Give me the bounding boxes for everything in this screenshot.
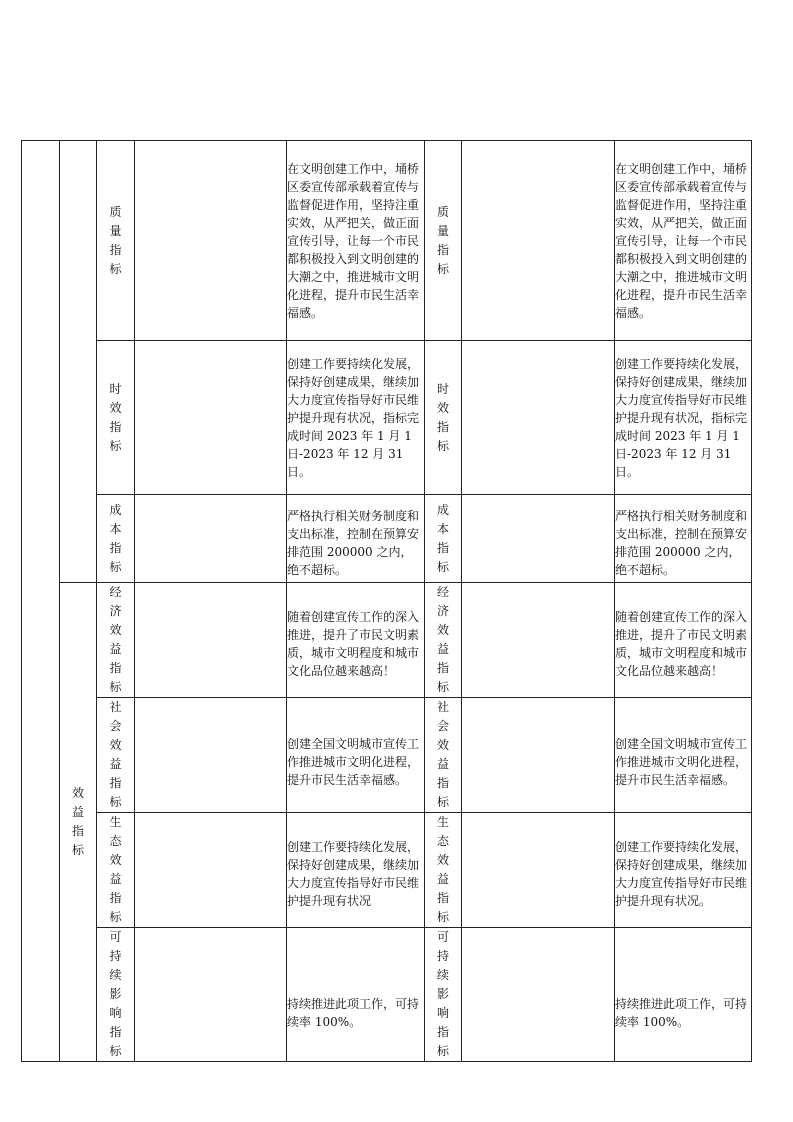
indicator-label-actual: 时效指标: [425, 341, 462, 495]
indicator-actual-value: 持续推进此项工作，可持续率 100%。: [615, 928, 752, 1062]
indicator-target-value: 创建工作要持续化发展，保持好创建成果，继续加大力度宣传指导好市民维护提升现有状况，指标完成时间 2023 年 1 月 1 日-2023 年 12 月 31 日。: [287, 341, 425, 495]
indicator-label: 可持续影响指标: [97, 928, 135, 1062]
indicator-name-cell: [135, 813, 287, 928]
indicator-name-cell-actual: [462, 813, 615, 928]
indicator-label: 成本指标: [97, 495, 135, 583]
indicator-label-actual: 社会效益指标: [425, 698, 462, 813]
table-row: [22, 698, 752, 813]
indicator-target-value: 创建工作要持续化发展，保持好创建成果，继续加大力度宣传指导好市民维护提升现有状况: [287, 813, 425, 928]
indicator-name-cell: [135, 928, 287, 1062]
indicator-actual-value: 严格执行相关财务制度和支出标准，控制在预算安排范围 200000 之内，绝不超标。: [615, 495, 752, 583]
indicator-target-value: 随着创建宣传工作的深入推进，提升了市民文明素质，城市文明程度和城市文化品位越来越高！: [287, 583, 425, 698]
indicator-name-cell-actual: [462, 698, 615, 813]
indicator-label: 生态效益指标: [97, 813, 135, 928]
indicator-label: 质量指标: [97, 141, 135, 341]
indicator-name-cell-actual: [462, 583, 615, 698]
table-row: [22, 813, 752, 928]
indicator-actual-value: 创建全国文明城市宣传工作推进城市文明化进程，提升市民生活幸福感。: [615, 698, 752, 813]
table-row: [22, 141, 752, 341]
table-row: [22, 583, 752, 698]
indicator-actual-value: 创建工作要持续化发展，保持好创建成果，继续加大力度宣传指导好市民维护提升现有状况。: [615, 813, 752, 928]
performance-indicator-table: [21, 140, 752, 1062]
indicator-name-cell: [135, 341, 287, 495]
indicator-label-actual: 经济效益指标: [425, 583, 462, 698]
indicator-target-value: 严格执行相关财务制度和支出标准，控制在预算安排范围 200000 之内，绝不超标。: [287, 495, 425, 583]
indicator-target-value: 创建全国文明城市宣传工作推进城市文明化进程，提升市民生活幸福感。: [287, 698, 425, 813]
indicator-name-cell: [135, 495, 287, 583]
indicator-name-cell: [135, 698, 287, 813]
indicator-label: 社会效益指标: [97, 698, 135, 813]
category-cell-level1: [22, 141, 60, 1062]
indicator-name-cell: [135, 141, 287, 341]
indicator-name-cell-actual: [462, 495, 615, 583]
table-row: [22, 341, 752, 495]
benefit-group-label: 效益指标: [60, 583, 97, 1062]
table-row: [22, 928, 752, 1062]
indicator-name-cell-actual: [462, 341, 615, 495]
indicator-name-cell: [135, 583, 287, 698]
indicator-label: 时效指标: [97, 341, 135, 495]
indicator-name-cell-actual: [462, 141, 615, 341]
indicator-target-value: 在文明创建工作中，埇桥区委宣传部承载着宣传与监督促进作用，坚持注重实效，从严把关，做正面宣传引导，让每一个市民都积极投入到文明创建的大潮之中，推进城市文明化进程，提升市民生活幸福感。: [287, 141, 425, 341]
indicator-label-actual: 可持续影响指标: [425, 928, 462, 1062]
indicator-name-cell-actual: [462, 928, 615, 1062]
indicator-actual-value: 创建工作要持续化发展，保持好创建成果，继续加大力度宣传指导好市民维护提升现有状况，指标完成时间 2023 年 1 月 1 日-2023 年 12 月 31 日。: [615, 341, 752, 495]
indicator-label: 经济效益指标: [97, 583, 135, 698]
indicator-label-actual: 质量指标: [425, 141, 462, 341]
indicator-actual-value: 随着创建宣传工作的深入推进，提升了市民文明素质，城市文明程度和城市文化品位越来越高！: [615, 583, 752, 698]
category-cell-level2: [60, 141, 97, 583]
table-row: [22, 495, 752, 583]
indicator-actual-value: 在文明创建工作中，埇桥区委宣传部承载着宣传与监督促进作用，坚持注重实效，从严把关，做正面宣传引导，让每一个市民都积极投入到文明创建的大潮之中，推进城市文明化进程，提升市民生活幸福感。: [615, 141, 752, 341]
indicator-label-actual: 生态效益指标: [425, 813, 462, 928]
indicator-target-value: 持续推进此项工作，可持续率 100%。: [287, 928, 425, 1062]
indicator-label-actual: 成本指标: [425, 495, 462, 583]
